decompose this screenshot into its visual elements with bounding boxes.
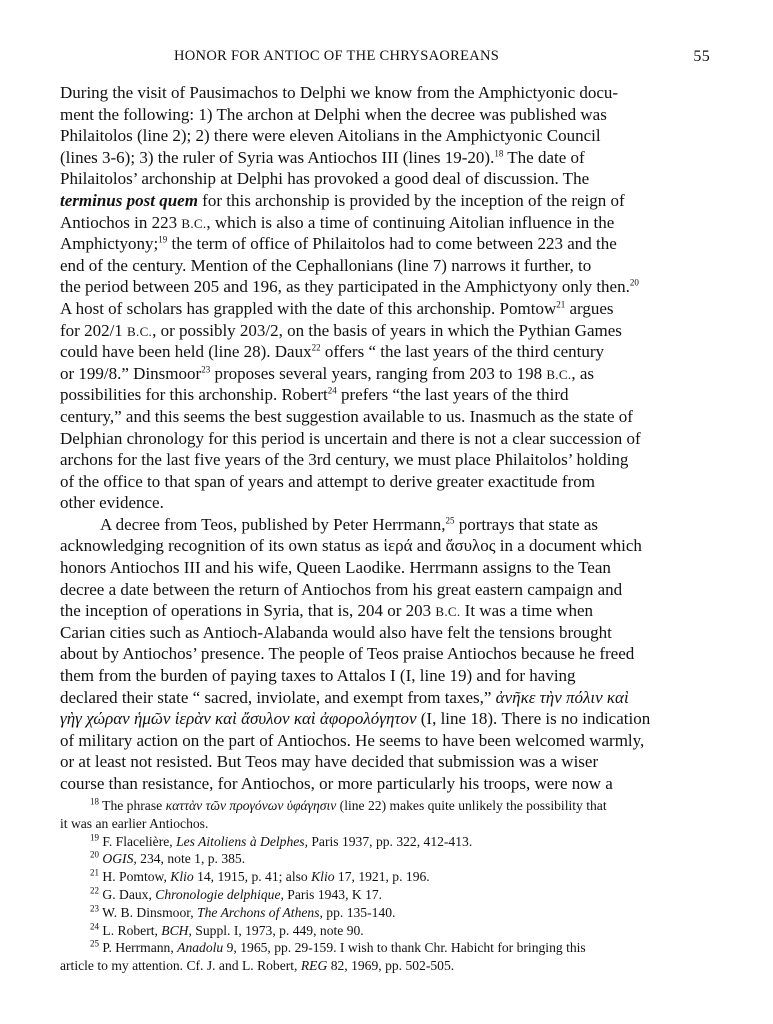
- footnote-ref: 25: [445, 515, 455, 526]
- text-line: ment the following: 1) The archon at Delphi when the decree was published was: [60, 104, 607, 124]
- latin-term: terminus post quem: [60, 190, 198, 210]
- greek-quote: γὴγ χώραν ἡμῶν ἱερὰν καὶ ἄσυλον καὶ ἀφορολόγητον: [60, 709, 417, 729]
- text-line: of military action on the part of Antiochos. He seems to have been welcomed warmly,: [60, 730, 645, 750]
- text-line: Delphian chronology for this period is uncertain and there is not a clear succession of: [60, 428, 641, 448]
- text-line: end of the century. Mention of the Cephallonians (line 7) narrows it further, to: [60, 255, 592, 275]
- running-header: [60, 48, 710, 70]
- footnote-19: $^{19}$ F. Flacelière, Les Aitoliens à Delphes, Paris 1937, pp. 322, 412-413.: [90, 832, 473, 849]
- text-line: the inception of operations in Syria, that is, 204 or 203 B.C. It was a time when: [60, 601, 594, 621]
- text-line: declared their state “ sacred, inviolate, and exempt from taxes,” ἀνῆκε τὴν πόλιν καὶ: [60, 687, 629, 707]
- footnote-21: $^{21}$ H. Pomtow, Klio 14, 1915, p. 41; also Klio 17, 1921, p. 196.: [90, 868, 430, 885]
- footnote-ref: 19: [158, 234, 168, 245]
- footnote-ref: 23: [201, 364, 211, 375]
- text-line: decree a date between the return of Antiochos from his great eastern campaign and: [60, 579, 623, 599]
- footnote-22: $^{22}$ G. Daux, Chronologie delphique, Paris 1943, K 17.: [90, 885, 383, 902]
- text-line: the period between 205 and 196, as they participated in the Amphictyony only then.$^{20}$: [60, 277, 639, 297]
- footnote-25-cont: article to my attention. Cf. J. and L. Robert, REG 82, 1969, pp. 502-505.: [60, 958, 455, 974]
- text-line: honors Antiochos III and his wife, Queen Laodike. Herrmann assigns to the Tean: [60, 558, 611, 578]
- text-line: century,” and this seems the best suggestion available to us. Inasmuch as the state of: [60, 406, 633, 426]
- text-line: A host of scholars has grappled with the date of this archonship. Pomtow$^{21}$ argues: [60, 298, 614, 318]
- footnote-18: $^{18}$ The phrase καττὰν τῶν προγόνων ὑφάγησιν (line 22) makes quite unlikely the possibility that: [90, 797, 607, 813]
- page-number: 55: [693, 48, 710, 65]
- text-line: them from the burden of paying taxes to Attalos I (I, line 19) and for having: [60, 666, 576, 686]
- text-line: of the office to that span of years and attempt to derive greater exactitude from: [60, 471, 595, 491]
- text-line: Antiochos in 223 B.C., which is also a time of continuing Aitolian influence in the: [60, 212, 615, 232]
- text-line: Philaitolos’ archonship at Delphi has provoked a good deal of discussion. The: [60, 169, 590, 189]
- text-line: other evidence.: [60, 493, 164, 513]
- text-line: archons for the last five years of the 3rd century, we must place Philaitolos’ holding: [60, 450, 629, 470]
- greek-quote: ἀνῆκε τὴν πόλιν καὶ: [495, 687, 629, 707]
- footnote-ref: 24: [327, 385, 337, 396]
- text-line: terminus post quem for this archonship is provided by the inception of the reign of: [60, 190, 625, 210]
- text-line: Carian cities such as Antioch-Alabanda would also have felt the tensions brought: [60, 622, 612, 642]
- main-text: [60, 82, 710, 795]
- footnote-ref: 21: [556, 299, 566, 310]
- text-line: During the visit of Pausimachos to Delphi we know from the Amphictyonic docu-: [60, 83, 619, 102]
- running-title: HONOR FOR ANTIOC OF THE CHRYSAOREANS: [174, 48, 500, 64]
- footnote-ref: 18: [494, 148, 504, 159]
- text-line: γὴγ χώραν ἡμῶν ἱερὰν καὶ ἄσυλον καὶ ἀφορολόγητον (I, line 18). There is no indication: [60, 709, 651, 729]
- footnote-24: $^{24}$ L. Robert, BCH, Suppl. I, 1973, p. 449, note 90.: [90, 921, 364, 938]
- footnote-ref: 22: [311, 342, 321, 353]
- text-line: A decree from Teos, published by Peter Herrmann,$^{25}$ portrays that state as: [100, 514, 598, 534]
- text-line: about by Antiochos’ presence. The people of Teos praise Antiochos because he freed: [60, 644, 635, 664]
- text-line: or 199/8.” Dinsmoor$^{23}$ proposes several years, ranging from 203 to 198 B.C., as: [60, 363, 595, 383]
- footnotes: [60, 797, 715, 975]
- text-line: Amphictyony;$^{19}$ the term of office of Philaitolos had to come between 223 and the: [60, 234, 617, 254]
- text-line: acknowledging recognition of its own status as ἱερά and ἄσυλος in a document which: [60, 536, 642, 556]
- footnote-23: $^{23}$ W. B. Dinsmoor, The Archons of Athens, pp. 135-140.: [90, 903, 396, 920]
- text-line: possibilities for this archonship. Robert$^{24}$ prefers “the last years of the third: [60, 385, 569, 405]
- footnote-18-cont: it was an earlier Antiochos.: [60, 815, 209, 831]
- text-line: (lines 3-6); 3) the ruler of Syria was Antiochos III (lines 19-20).$^{18}$ The date of: [60, 147, 585, 167]
- footnote-ref: 20: [629, 277, 639, 288]
- footnote-20: $^{20}$ OGIS, 234, note 1, p. 385.: [90, 850, 246, 867]
- text-line: or at least not resisted. But Teos may have decided that submission was a wiser: [60, 752, 599, 772]
- text-line: could have been held (line 28). Daux$^{22}$ offers “ the last years of the third century: [60, 342, 604, 362]
- text-line: course than resistance, for Antiochos, or more particularly his troops, were now a: [60, 774, 613, 793]
- text-line: Philaitolos (line 2); 2) there were eleven Aitolians in the Amphictyonic Council: [60, 126, 601, 146]
- footnote-25: $^{25}$ P. Herrmann, Anadolu 9, 1965, pp. 29-159. I wish to thank Chr. Habicht for bringing this: [90, 939, 586, 956]
- text-line: for 202/1 B.C., or possibly 203/2, on the basis of years in which the Pythian Games: [60, 320, 622, 340]
